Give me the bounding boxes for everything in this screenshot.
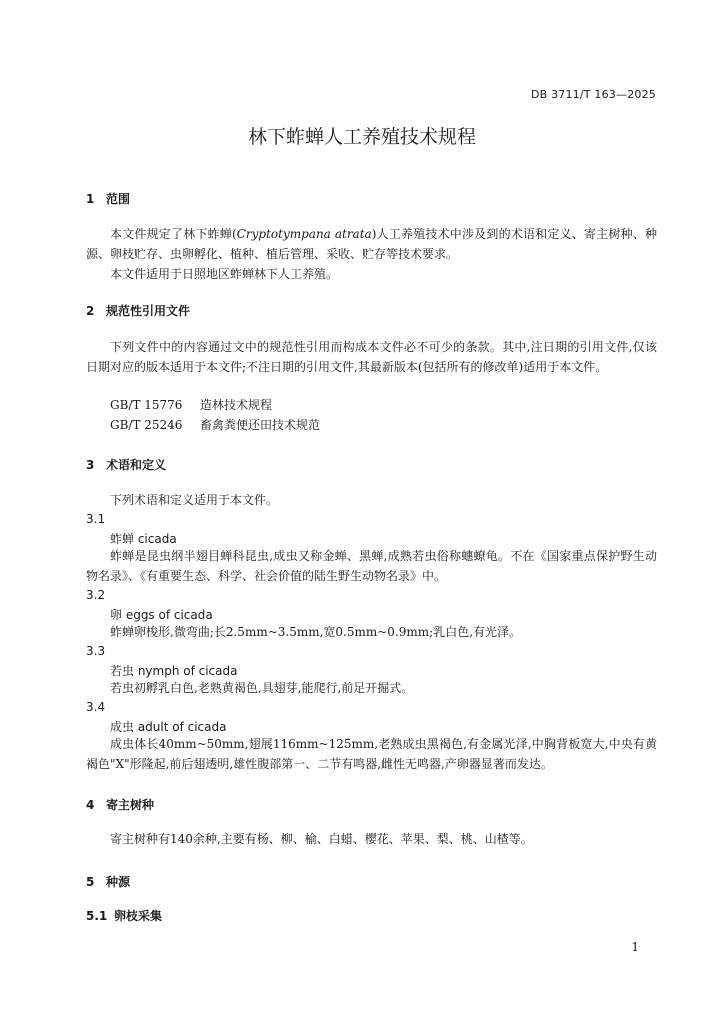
term-number: 3.1 xyxy=(86,512,106,526)
host-trees-paragraph: 寄主树种有140余种,主要有杨、柳、榆、白蜡、樱花、苹果、梨、桃、山楂等。 xyxy=(110,832,533,846)
section-number: 1 xyxy=(86,192,95,206)
section-title: 术语和定义 xyxy=(106,458,167,472)
term-definition: 若虫初孵乳白色,老熟黄褐色,具翅芽,能爬行,前足开掘式。 xyxy=(110,681,414,695)
subsection-5-1-heading xyxy=(86,907,162,924)
subsection-number: 5.1 xyxy=(86,909,108,923)
reference-name: 畜禽粪便还田技术规范 xyxy=(200,418,321,432)
document-title: 林下蚱蝉人工养殖技术规程 xyxy=(247,126,476,148)
term-definition: 蚱蝉是昆虫纲半翅目蝉科昆虫,成虫又称金蝉、黑蝉,成熟若虫俗称蟪蟟龟。不在《国家重点保护野生动物名录》、《有重要生态、科学、社会价值的陆生野生动物名录》中。 xyxy=(86,549,657,583)
page-number: 1 xyxy=(631,940,639,954)
section-title: 寄主树种 xyxy=(106,798,155,812)
term-definition: 蚱蝉卵梭形,微弯曲;长2.5mm~3.5mm,宽0.5mm~0.9mm;乳白色,有光泽。 xyxy=(110,625,522,639)
section-4-heading xyxy=(86,796,154,813)
term-number: 3.2 xyxy=(86,588,106,602)
reference-code: GB/T 25246 xyxy=(110,418,183,432)
reference-item xyxy=(110,396,272,413)
scope-paragraph xyxy=(86,224,657,264)
reference-name: 造林技术规程 xyxy=(200,398,273,412)
section-number: 2 xyxy=(86,304,95,318)
scope-text-pre: 本文件规定了林下蚱蝉( xyxy=(110,227,237,241)
section-title: 范围 xyxy=(106,192,131,206)
section-number: 3 xyxy=(86,458,95,472)
normative-refs-paragraph: 下列文件中的内容通过文中的规范性引用而构成本文件必不可少的条款。其中,注日期的引用文件,仅该日期对应的版本适用于本文件;不注日期的引用文件,其最新版本(包括所有的修改单)适用于本文件。 xyxy=(86,340,657,374)
section-number: 4 xyxy=(86,798,95,812)
term-name: 成虫 adult of cicada xyxy=(110,720,227,734)
term-number: 3.3 xyxy=(86,644,106,658)
section-1-heading xyxy=(86,190,130,207)
species-latin-name: Cryptotympana atrata xyxy=(236,227,372,241)
section-2-heading xyxy=(86,302,190,319)
section-3-heading xyxy=(86,456,166,473)
term-name: 卵 eggs of cicada xyxy=(110,608,213,622)
terms-intro: 下列术语和定义适用于本文件。 xyxy=(110,493,279,507)
applicability-paragraph: 本文件适用于日照地区蚱蝉林下人工养殖。 xyxy=(110,267,339,281)
term-definition: 成虫体长40mm~50mm,翅展116mm~125mm,老熟成虫黑褐色,有金属光泽,中胸背板宽大,中央有黄褐色"X"形隆起,前后翅透明,雄性腹部第一、二节有鸣器,雌性无鸣器,产卵器显著而发达。 xyxy=(86,737,657,771)
term-number: 3.4 xyxy=(86,700,106,714)
scope-text-post: )人工养殖技术中涉及到的术语和定义、寄主树种、种源、卵枝贮存、虫卵孵化、植种、植后管理、采收、贮存等技术要求。 xyxy=(86,227,657,261)
reference-item xyxy=(110,416,320,433)
section-title: 规范性引用文件 xyxy=(106,304,191,318)
standard-code: DB 3711/T 163—2025 xyxy=(530,88,656,101)
subsection-title: 卵枝采集 xyxy=(114,909,163,923)
term-name: 若虫 nymph of cicada xyxy=(110,664,238,678)
section-5-heading xyxy=(86,873,130,890)
section-number: 5 xyxy=(86,875,95,889)
reference-code: GB/T 15776 xyxy=(110,398,183,412)
section-title: 种源 xyxy=(106,875,131,889)
term-name: 蚱蝉 cicada xyxy=(110,532,177,546)
